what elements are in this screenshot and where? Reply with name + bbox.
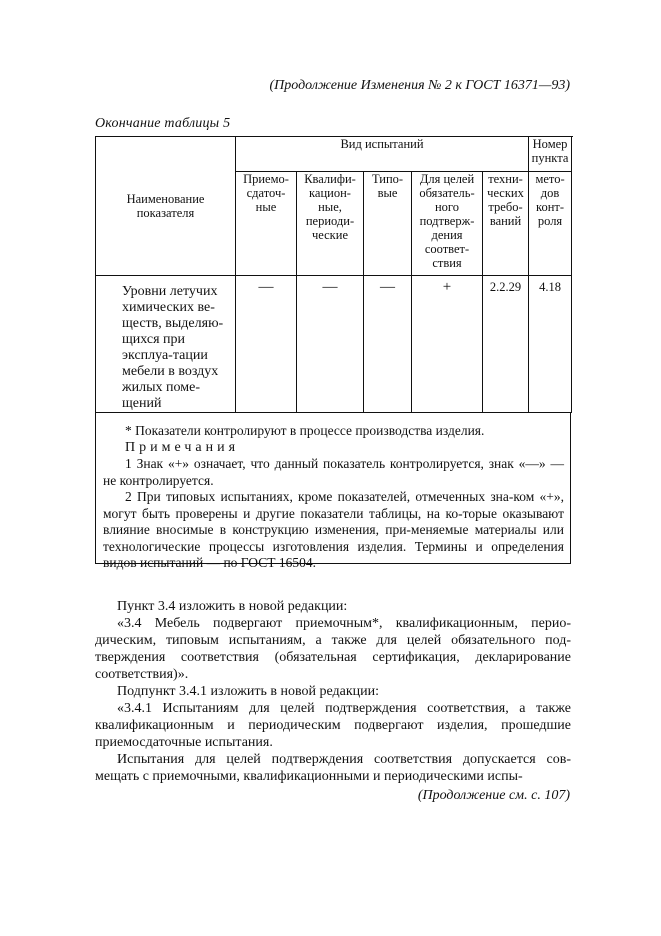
row-tech: 2.2.29	[483, 276, 529, 413]
table-caption: Окончание таблицы 5	[95, 116, 231, 131]
table-container	[95, 136, 571, 570]
row-methods: 4.18	[529, 276, 572, 413]
col-group-test-header: Вид испытаний	[236, 137, 529, 172]
notes-title: Примечания	[125, 439, 240, 455]
paragraph: Пункт 3.4 изложить в новой редакции:	[117, 599, 348, 614]
col-methods-header: мето-дов конт-роля	[529, 172, 572, 276]
row-acceptance: —	[236, 276, 297, 413]
row-type: —	[364, 276, 412, 413]
col-conformity-header: Для целей обязатель-ного подтверж-дения соответ-ствия	[412, 172, 483, 276]
paragraph: «3.4 Мебель подвергают приемочным*, квалификационным, перио-дическим, типовым испытаниям, а также для целей обязательного под-тверждения соответствия (обязательная сертификация, декларирование соответствия)».	[95, 616, 571, 682]
table-row	[96, 276, 572, 413]
footnote: * Показатели контролируют в процессе производства изделия.	[125, 423, 485, 438]
col-acceptance-header: Приемо-сдаточ-ные	[236, 172, 297, 276]
col-group-number-header: Номер пункта	[529, 137, 572, 172]
paragraph: «3.4.1 Испытаниям для целей подтверждения соответствия, а также квалификационным и периодическим подвергают изделия, прошедшие приемосдаточные испытания.	[95, 701, 571, 750]
continuation-note: (Продолжение см. с. 107)	[417, 788, 570, 803]
body-text	[95, 598, 571, 785]
table-notes	[95, 413, 571, 570]
paragraph: Подпункт 3.4.1 изложить в новой редакции:	[117, 684, 380, 699]
row-conformity: +	[412, 276, 483, 413]
col-tech-header: техни-ческих требо-ваний	[483, 172, 529, 276]
note-1: 1 Знак «+» означает, что данный показатель контролируется, знак «—» — не контролируется.	[103, 456, 564, 488]
col-name-header: Наименование показателя	[96, 137, 236, 276]
tests-table	[95, 136, 572, 413]
running-header: (Продолжение Изменения № 2 к ГОСТ 16371—93)	[269, 78, 570, 93]
row-qualification: —	[297, 276, 364, 413]
col-type-header: Типо-вые	[364, 172, 412, 276]
row-name: Уровни летучих химических ве-ществ, выделяю-щихся при эксплуа-тации мебели в воздух жилых поме-щений	[96, 276, 236, 413]
col-qualification-header: Квалифи-кацион-ные, периоди-ческие	[297, 172, 364, 276]
note-2: 2 При типовых испытаниях, кроме показателей, отмеченных зна-ком «+», могут быть проверены и другие показатели таблицы, на ко-торые оказывают влияние вносимые в конструкцию изменения, при-меняемые материалы или технологические процессы изготовления изделия. Термины и определения видов испытаний — по ГОСТ 16504.	[103, 489, 564, 570]
paragraph: Испытания для целей подтверждения соответствия допускается сов-мещать с приемочными, квалификационными и периодическими испы-	[95, 752, 571, 784]
